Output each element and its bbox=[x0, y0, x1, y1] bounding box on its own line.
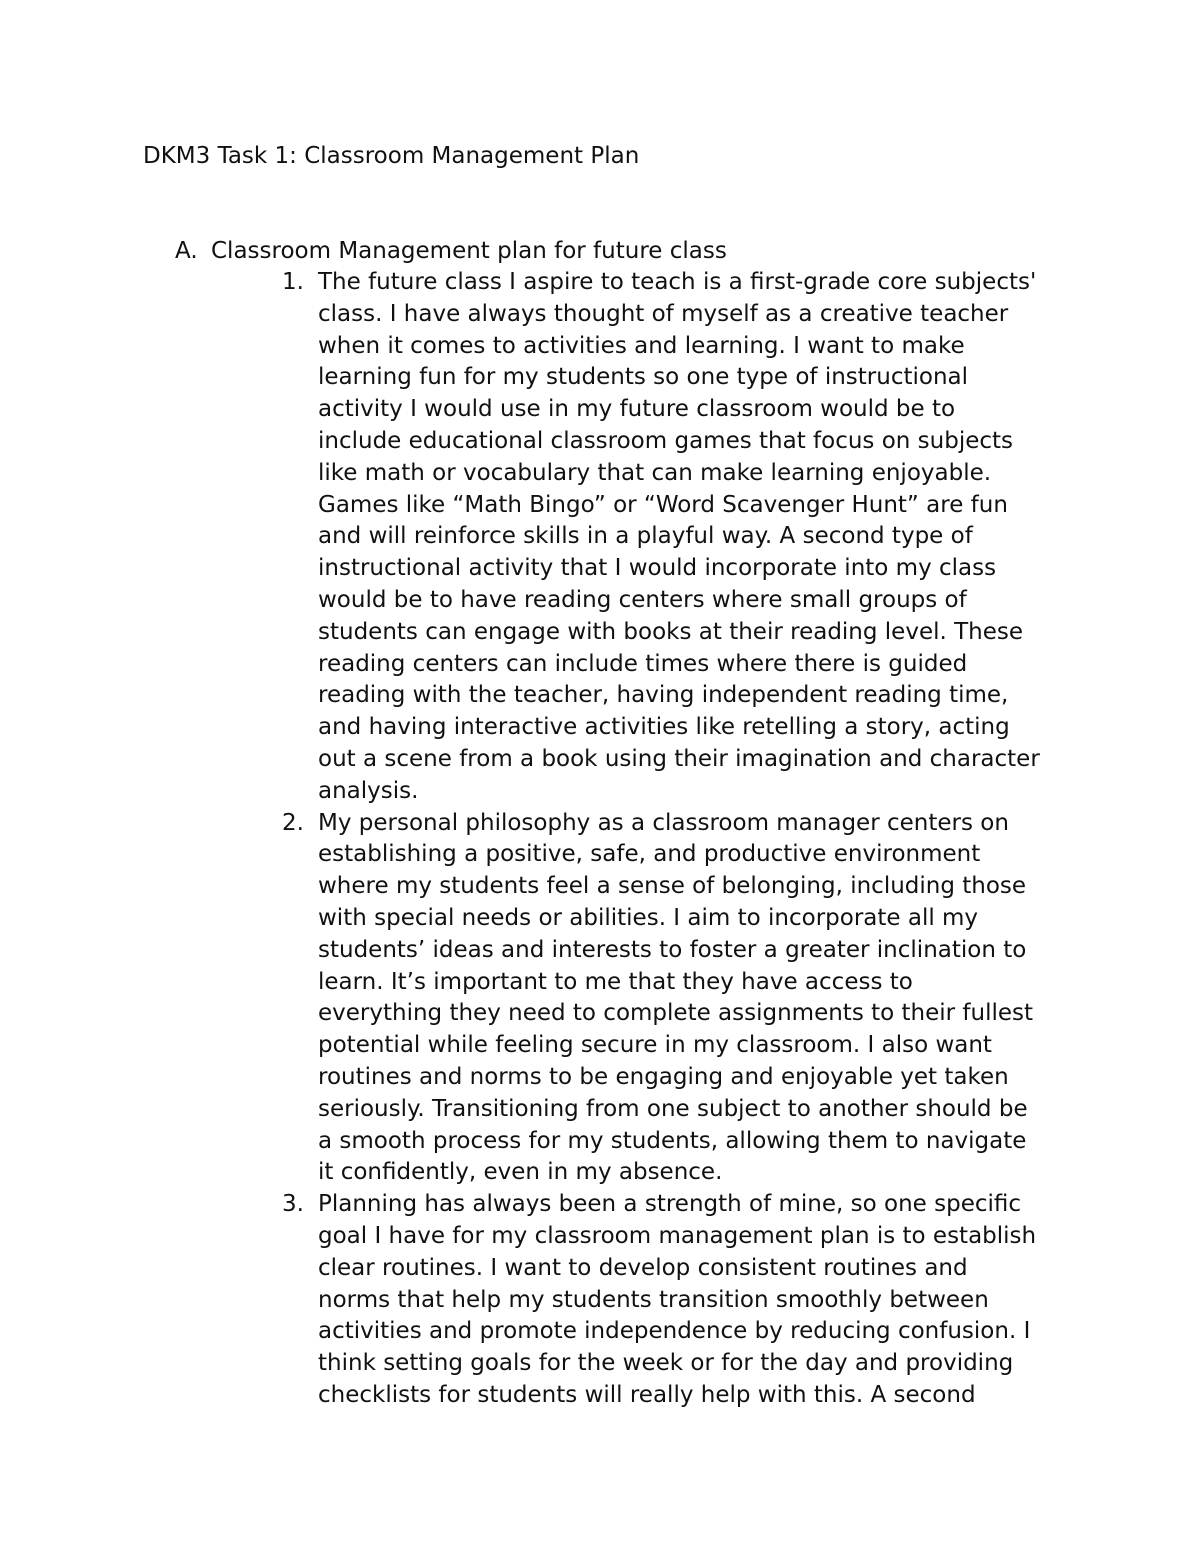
document-title: DKM3 Task 1: Classroom Management Plan bbox=[143, 143, 640, 169]
paragraph-line: class. I have always thought of myself as a creative teacher bbox=[318, 300, 1009, 327]
section-heading bbox=[175, 235, 727, 267]
paragraph-line: The future class I aspire to teach is a first-grade core subjects' bbox=[318, 269, 1037, 295]
paragraph-line: routines and norms to be engaging and enjoyable yet taken bbox=[318, 1063, 1009, 1090]
paragraph-line: a smooth process for my students, allowing them to navigate bbox=[318, 1127, 1027, 1154]
paragraph-line: when it comes to activities and learning. I want to make bbox=[318, 332, 965, 359]
list-item bbox=[282, 267, 1078, 808]
paragraph-line: students can engage with books at their reading level. These bbox=[318, 618, 1024, 645]
paragraph-line: goal I have for my classroom management plan is to establish bbox=[318, 1222, 1037, 1249]
paragraph-line: Games like “Math Bingo” or “Word Scavenger Hunt” are fun bbox=[318, 491, 1008, 518]
paragraph-line: activities and promote independence by reducing confusion. I bbox=[318, 1318, 1031, 1345]
paragraph-line: include educational classroom games that focus on subjects bbox=[318, 427, 1014, 454]
paragraph-line: everything they need to complete assignments to their fullest bbox=[318, 1000, 1034, 1027]
numbered-list bbox=[282, 267, 1078, 1412]
list-item bbox=[282, 808, 1078, 1190]
paragraph-line: reading centers can include times where there is guided bbox=[318, 650, 968, 677]
paragraph-line: activity I would use in my future classroom would be to bbox=[318, 396, 956, 423]
paragraph-line: with special needs or abilities. I aim to incorporate all my bbox=[318, 904, 979, 931]
paragraph-line: norms that help my students transition smoothly between bbox=[318, 1286, 989, 1313]
paragraph-line: Planning has always been a strength of mine, so one specific bbox=[318, 1191, 1022, 1218]
paragraph-line: where my students feel a sense of belonging, including those bbox=[318, 873, 1027, 900]
paragraph-line: learn. It’s important to me that they have access to bbox=[318, 968, 913, 995]
paragraph-line: and having interactive activities like retelling a story, acting bbox=[318, 714, 1010, 741]
paragraph-line: clear routines. I want to develop consistent routines and bbox=[318, 1254, 968, 1281]
paragraph-line: seriously. Transitioning from one subject to another should be bbox=[318, 1095, 1028, 1122]
paragraph-line: like math or vocabulary that can make learning enjoyable. bbox=[318, 459, 992, 486]
section-marker: A. bbox=[175, 238, 198, 264]
paragraph-line: out a scene from a book using their imagination and character bbox=[318, 745, 1040, 772]
paragraph-line: students’ ideas and interests to foster a greater inclination to bbox=[318, 936, 1027, 963]
paragraph-line: establishing a positive, safe, and productive environment bbox=[318, 841, 981, 868]
paragraph-line: potential while feeling secure in my classroom. I also want bbox=[318, 1032, 992, 1059]
list-item-number: 1. bbox=[282, 269, 304, 295]
paragraph-line: it confidently, even in my absence. bbox=[318, 1159, 723, 1186]
paragraph-line: My personal philosophy as a classroom manager centers on bbox=[318, 809, 1009, 836]
paragraph-line: think setting goals for the week or for the day and providing bbox=[318, 1350, 1014, 1377]
section-heading-text: Classroom Management plan for future class bbox=[211, 238, 727, 264]
paragraph-line: and will reinforce skills in a playful way. A second type of bbox=[318, 523, 973, 550]
list-item-number: 2. bbox=[282, 809, 304, 836]
paragraph-line: learning fun for my students so one type of instructional bbox=[318, 364, 969, 391]
paragraph-line: instructional activity that I would incorporate into my class bbox=[318, 555, 997, 582]
list-item-number: 3. bbox=[282, 1191, 304, 1218]
list-item bbox=[282, 1189, 1078, 1412]
paragraph-line: reading with the teacher, having independent reading time, bbox=[318, 682, 1009, 709]
paragraph-line: checklists for students will really help with this. A second bbox=[318, 1381, 976, 1408]
paragraph-line: analysis. bbox=[318, 777, 419, 804]
paragraph-line: would be to have reading centers where small groups of bbox=[318, 586, 967, 613]
